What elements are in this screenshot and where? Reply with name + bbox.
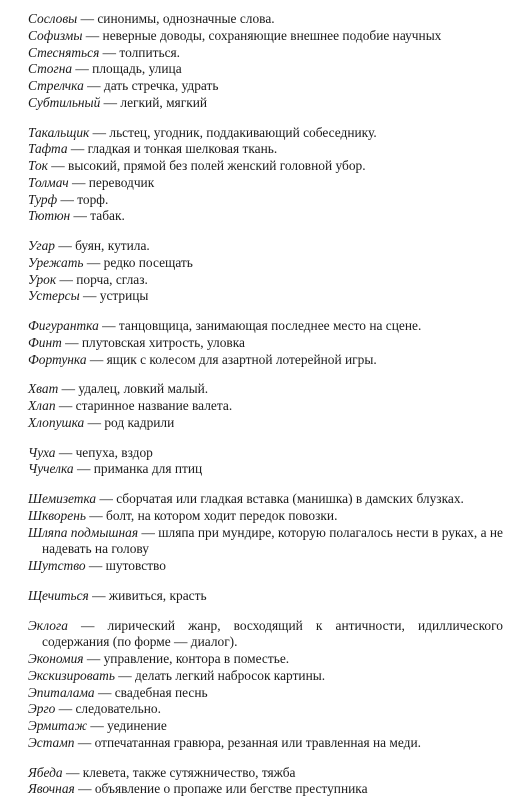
glossary-entry: Экономия — управление, контора в поместье. (28, 651, 290, 666)
glossary-group-kh (28, 381, 503, 431)
entry-term: Хлап (28, 398, 56, 413)
glossary-group-s (28, 11, 503, 112)
entry-definition: управление, контора в поместье. (103, 651, 290, 666)
entry-term: Эпиталама (28, 684, 95, 700)
entry-definition: свадебная песнь (114, 684, 208, 700)
glossary-entry: Стесняться — толпиться. (28, 44, 181, 60)
entry-definition: ящик с колесом для азартной лотерейной игры. (106, 351, 377, 367)
entry-term: Шемизетка (28, 491, 97, 506)
entry-definition: толпиться. (119, 44, 181, 60)
entry-definition: легкий, мягкий (120, 94, 208, 110)
entry-term: Шутство (28, 558, 86, 573)
glossary-entry: Стрелчка — дать стречка, удрать (28, 78, 219, 93)
entry-definition: род кадрили (104, 414, 175, 430)
glossary-entry: Хват — удалец, ловкий малый. (28, 381, 209, 397)
entry-term: Стогна (28, 61, 73, 77)
glossary-group-f (28, 318, 503, 368)
entry-definition: приманка для птиц (93, 461, 203, 477)
glossary-entry: Эрмитаж — уединение (28, 718, 167, 733)
glossary-entry: Урежать — редко посещать (28, 254, 193, 270)
glossary-group-t (28, 125, 503, 226)
entry-term: Субтильный (28, 94, 101, 110)
entry-term: Тютюн (28, 208, 71, 224)
glossary-entry: Урок — порча, сглаз. (28, 271, 148, 287)
entry-term: Эрго (28, 701, 56, 717)
glossary-entry: Эклога — лирический жанр, восходящий к античности, идиллического содержания (по форме — диалог). (28, 617, 503, 650)
glossary-group-shch (28, 588, 503, 605)
entry-term: Фортунка (28, 351, 87, 367)
entry-term: Шкворень (28, 507, 86, 523)
entry-definition: объявление о пропаже или бегстве преступника (94, 781, 368, 797)
entry-term: Стесняться (28, 44, 100, 60)
glossary-group-e (28, 618, 503, 752)
entry-definition: плутовская хитрость, уловка (81, 334, 245, 350)
entry-term: Сословы (28, 11, 78, 26)
glossary-entry: Шкворень — болт, на котором ходит передок повозки. (28, 507, 338, 523)
glossary-entry: Ток — высокий, прямой без полей женский головной убор. (28, 158, 366, 173)
glossary-entry: Ябеда — клевета, также сутяжничество, тяжба (28, 764, 296, 780)
entry-definition: переводчик (88, 174, 155, 190)
glossary-entry: Такальщик — льстец, угодник, поддакивающий собеседнику. (28, 124, 377, 140)
entry-term: Фигурантка (28, 318, 99, 333)
entry-term: Тафта (28, 141, 68, 157)
glossary-entry: Софизмы — неверные доводы, сохраняющие внешнее подобие научных (28, 27, 442, 43)
entry-definition: торф. (77, 191, 109, 207)
entry-term: Ток (28, 158, 48, 173)
glossary-entry: Устерсы — устрицы (28, 288, 149, 304)
entry-term: Чучелка (28, 461, 74, 477)
glossary-entry: Эрго — следовательно. (28, 701, 161, 717)
entry-term: Эклога (28, 617, 68, 633)
entry-term: Софизмы (28, 27, 83, 43)
entry-term: Щечиться (28, 587, 89, 603)
entry-definition: высокий, прямой без полей женский головной убор. (68, 158, 366, 173)
glossary-entry: Чуха — чепуха, вздор (28, 444, 153, 460)
glossary-entry: Угар — буян, кутила. (28, 238, 150, 253)
entry-term: Стрелчка (28, 78, 84, 93)
glossary-entry: Шемизетка — сборчатая или гладкая вставка (манишка) в дамских блузках. (28, 491, 464, 506)
entry-term: Толмач (28, 174, 69, 190)
entry-definition: отпечатанная гравюра, резанная или травленная на меди. (94, 734, 422, 750)
entry-term: Угар (28, 238, 55, 253)
glossary-entry: Тютюн — табак. (28, 208, 125, 224)
entry-definition: гладкая и тонкая шелковая ткань. (87, 141, 278, 157)
entry-definition: шутовство (105, 558, 166, 573)
glossary-group-ya (28, 765, 503, 799)
glossary-entry: Шляпа подмышная — шляпа при мундире, которую полагалось нести в руках, а не надевать на голову (28, 524, 504, 557)
glossary-entry: Чучелка — приманка для птиц (28, 461, 203, 477)
entry-definition: танцовщица, занимающая последнее место на сцене. (118, 318, 422, 333)
glossary-entry: Эстамп — отпечатанная гравюра, резанная или травленная на меди. (28, 734, 422, 750)
entry-definition: площадь, улица (92, 61, 182, 77)
entry-definition: устрицы (99, 288, 149, 304)
entry-definition: неверные доводы, сохраняющие внешнее подобие научных (102, 27, 442, 43)
glossary-entry: Эпиталама — свадебная песнь (28, 684, 208, 700)
entry-definition: лирический жанр, восходящий к античности, идиллического содержания (по форме — диалог). (42, 617, 503, 650)
glossary-entry: Стогна — площадь, улица (28, 61, 182, 77)
entry-definition: синонимы, однозначные слова. (97, 11, 275, 26)
glossary-entry: Явочная — объявление о пропаже или бегстве преступника (28, 781, 368, 797)
entry-definition: уединение (107, 718, 167, 733)
entry-term: Хват (28, 381, 59, 397)
glossary-entry: Сословы — синонимы, однозначные слова. (28, 11, 275, 26)
glossary-entry: Толмач — переводчик (28, 174, 155, 190)
entry-term: Хлопушка (28, 414, 85, 430)
entry-term: Явочная (28, 781, 75, 797)
glossary-group-sh (28, 491, 503, 575)
glossary-entry: Турф — торф. (28, 191, 109, 207)
entry-term: Урежать (28, 254, 84, 270)
entry-definition: клевета, также сутяжничество, тяжба (82, 764, 296, 780)
entry-term: Такальщик (28, 124, 90, 140)
entry-definition: дать стречка, удрать (103, 78, 219, 93)
entry-definition: делать легкий набросок картины. (135, 667, 326, 683)
glossary-entry: Тафта — гладкая и тонкая шелковая ткань. (28, 141, 278, 157)
entry-definition: чепуха, вздор (75, 444, 153, 460)
glossary-page (28, 11, 503, 811)
entry-definition: живиться, красть (108, 587, 207, 603)
entry-definition: шляпа при мундире, которую полагалось нести в руках, а не надевать на голову (42, 524, 504, 557)
entry-term: Чуха (28, 444, 56, 460)
entry-term: Эстамп (28, 734, 75, 750)
glossary-entry: Субтильный — легкий, мягкий (28, 94, 208, 110)
glossary-entry: Щечиться — живиться, красть (28, 587, 207, 603)
entry-definition: удалец, ловкий малый. (78, 381, 209, 397)
glossary-entry: Фигурантка — танцовщица, занимающая последнее место на сцене. (28, 318, 422, 333)
entry-term: Шляпа подмышная (28, 524, 139, 540)
entry-definition: старинное название валета. (75, 398, 233, 413)
entry-term: Финт (28, 334, 62, 350)
entry-term: Турф (28, 191, 58, 207)
glossary-entry: Финт — плутовская хитрость, уловка (28, 334, 245, 350)
entry-definition: порча, сглаз. (76, 271, 148, 287)
entry-term: Устерсы (28, 288, 80, 304)
entry-definition: льстец, угодник, поддакивающий собеседнику. (109, 124, 377, 140)
entry-definition: следовательно. (75, 701, 161, 717)
glossary-entry: Фортунка — ящик с колесом для азартной лотерейной игры. (28, 351, 377, 367)
entry-term: Урок (28, 271, 57, 287)
glossary-entry: Хлопушка — род кадрили (28, 414, 175, 430)
entry-definition: болт, на котором ходит передок повозки. (106, 507, 338, 523)
entry-definition: сборчатая или гладкая вставка (манишка) в дамских блузках. (116, 491, 464, 506)
glossary-group-ch (28, 445, 503, 479)
entry-term: Экскизировать (28, 667, 115, 683)
entry-definition: буян, кутила. (75, 238, 150, 253)
entry-definition: табак. (90, 208, 125, 224)
glossary-entry: Экскизировать — делать легкий набросок картины. (28, 667, 326, 683)
glossary-entry: Хлап — старинное название валета. (28, 398, 233, 413)
entry-term: Эрмитаж (28, 718, 88, 733)
entry-term: Экономия (28, 651, 84, 666)
entry-definition: редко посещать (103, 254, 193, 270)
glossary-group-u (28, 238, 503, 305)
glossary-entry: Шутство — шутовство (28, 558, 166, 573)
entry-term: Ябеда (28, 764, 63, 780)
